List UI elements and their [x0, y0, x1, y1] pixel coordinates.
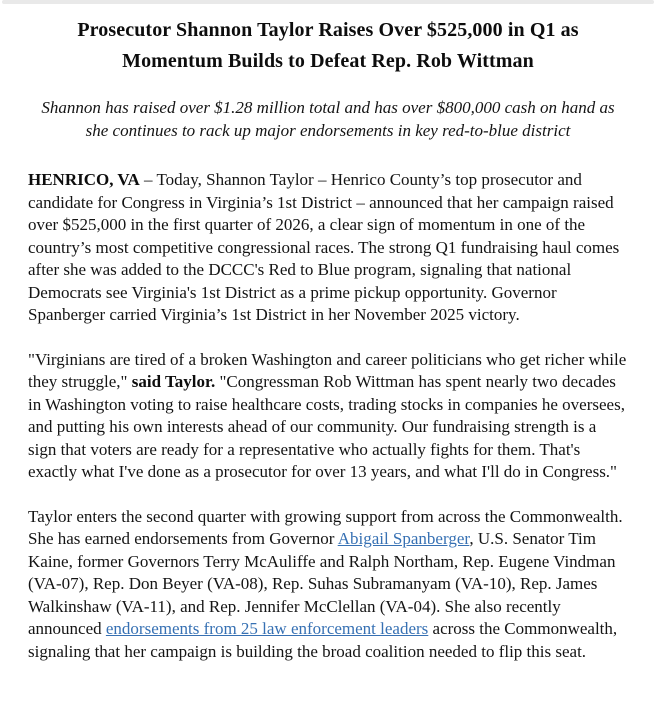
- text-run: "Virginians are tired of a broken Washington and career politicians who get richer while they struggle,": [28, 349, 627, 391]
- text-run: Taylor enters the second quarter with growing support from across the Commonwealth. She has earned endorsements from Governor: [28, 506, 623, 548]
- paragraph-endorsements: [28, 506, 628, 664]
- text-run: – Today, Shannon Taylor – Henrico County’s top prosecutor and candidate for Congress in Virginia’s 1st District – announced that her campaign raised over $525,000 in the first quarter of 2026, a clear sign of momentum in one of the country’s most competitive congressional races. The strong Q1 fundraising haul comes after she was added to the DCCC's Red to Blue program, signaling that national Democrats see Virginia's 1st District as a prime pickup opportunity. Governor Spanberger carried Virginia’s 1st District in her November 2025 victory.: [28, 170, 620, 324]
- text-run: , U.S. Senator Tim Kaine, former Governors Terry McAuliffe and Ralph Northam, Rep. Eugene Vindman (VA-07), Rep. Don Beyer (VA-08), Rep. Suhas Subramanyam (VA-10), Rep. James Walkinshaw (VA-11), and Rep. Jennifer McClellan (VA-04). She also recently announced: [28, 529, 616, 638]
- link-abigail-spanberger[interactable]: Abigail Spanberger: [337, 529, 470, 548]
- text-run: across the Commonwealth, signaling that her campaign is building the broad coalition needed to flip this seat.: [28, 619, 618, 661]
- text-run: "Congressman Rob Wittman has spent nearly two decades in Washington voting to raise healthcare costs, trading stocks in companies he oversees, and putting his own interests ahead of our community. Our fundraising strength is a sign that voters are ready for a representative who actually fights for them. That's exactly what I've done as a prosecutor for over 13 years, and what I'll do in Congress.": [28, 372, 625, 481]
- paragraph-dateline: [28, 169, 628, 327]
- bold-text-run: said Taylor.: [131, 372, 216, 391]
- spacer: [28, 142, 628, 169]
- link-law-enforcement-endorsements[interactable]: endorsements from 25 law enforcement leaders: [105, 619, 429, 638]
- subheadline: Shannon has raised over $1.28 million total and has over $800,000 cash on hand as she continues to rack up major endorsements in key red-to-blue district: [41, 98, 615, 140]
- bold-text-run: HENRICO, VA: [28, 170, 140, 189]
- headline: Prosecutor Shannon Taylor Raises Over $525,000 in Q1 as Momentum Builds to Defeat Rep. Rob Wittman: [77, 19, 579, 72]
- paragraph-quote: [28, 349, 628, 484]
- window-top-edge: [2, 0, 654, 4]
